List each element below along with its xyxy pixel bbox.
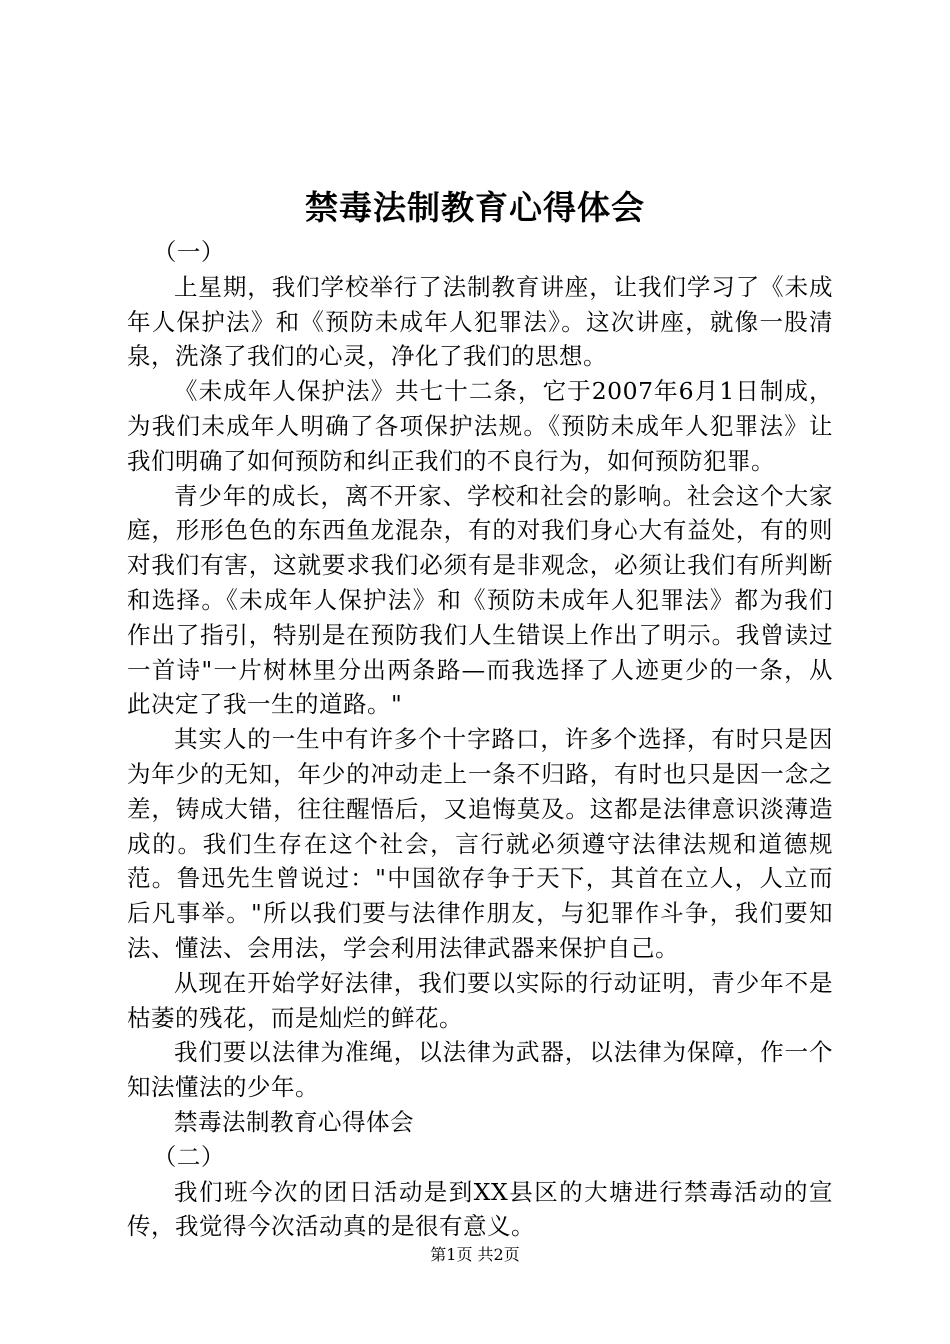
paragraph: 《未成年人保护法》共七十二条，它于2007年6月1日制成，为我们未成年人明确了各项保护法规。《预防未成年人犯罪法》让我们明确了如何预防和纠正我们的不良行为，如何预防犯罪。 — [127, 377, 833, 475]
paragraph: 其实人的一生中有许多个十字路口，许多个选择，有时只是因为年少的无知，年少的冲动走上一条不归路，有时也只是因一念之差，铸成大错，往往醒悟后，又追悔莫及。这都是法律意识淡薄造成的。我们生存在这个社会，言行就必须遵守法律法规和道德规范。鲁迅先生曾说过："中国欲存争于天下，其首在立人，人立而后凡事举。"所以我们要与法律作朋友，与犯罪作斗争，我们要知法、懂法、会用法，学会利用法律武器来保护自己。 — [127, 725, 833, 962]
paragraph: 从现在开始学好法律，我们要以实际的行动证明，青少年不是枯萎的残花，而是灿烂的鲜花。 — [127, 968, 833, 1032]
paragraph: 我们要以法律为准绳，以法律为武器，以法律为保障，作一个知法懂法的少年。 — [127, 1038, 833, 1102]
document-title: 禁毒法制教育心得体会 — [305, 188, 645, 227]
paragraph: 我们班今次的团日活动是到XX县区的大塘进行禁毒活动的宣传，我觉得今次活动真的是很有意义。 — [127, 1177, 833, 1241]
section-number-1: （一） — [152, 238, 225, 266]
paragraph: 上星期，我们学校举行了法制教育讲座，让我们学习了《未成年人保护法》和《预防未成年人犯罪法》。这次讲座，就像一股清泉，洗涤了我们的心灵，净化了我们的思想。 — [127, 272, 833, 371]
paragraph: 青少年的成长，离不开家、学校和社会的影响。社会这个大家庭，形形色色的东西鱼龙混杂，有的对我们身心大有益处，有的则对我们有害，这就要求我们必须有是非观念，必须让我们有所判断和选择。《未成年人保护法》和《预防未成年人犯罪法》都为我们作出了指引，特别是在预防我们人生错误上作出了明示。我曾读过一首诗"一片树林里分出两条路—而我选择了人迹更少的一条，从此决定了我一生的道路。" — [127, 481, 833, 719]
document-body — [127, 235, 833, 1244]
page-footer: 第1页 共2页 — [430, 1245, 520, 1264]
section-number-2: （二） — [152, 1142, 225, 1171]
section-heading: 禁毒法制教育心得体会 — [174, 1107, 414, 1136]
